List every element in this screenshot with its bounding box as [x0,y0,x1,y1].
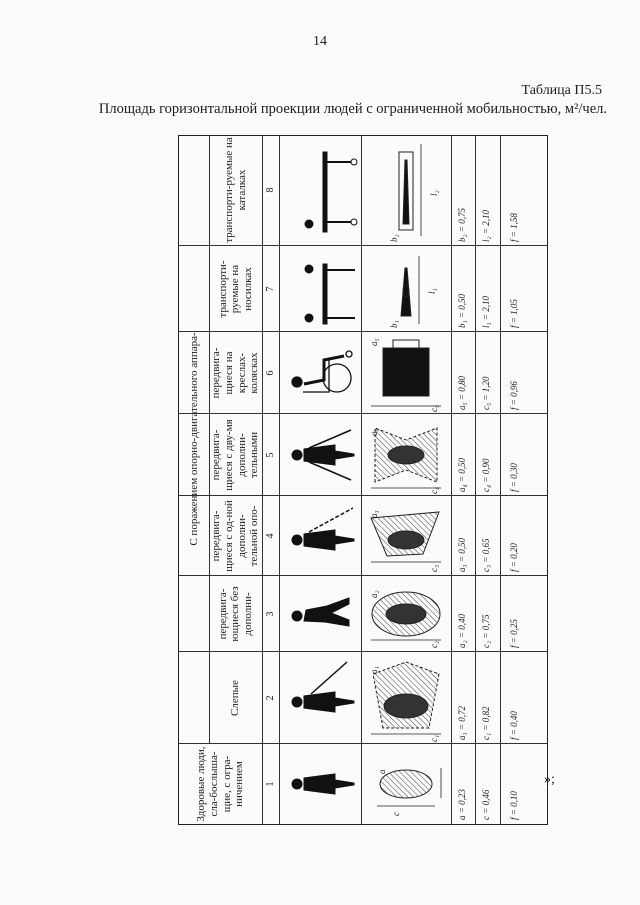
footprint-two-crutches [371,428,441,488]
column-number-5: 5 [264,452,276,458]
value-col4-a: a₃ = 0,50 [457,538,467,572]
figure-label-a3: a₃ [369,510,379,518]
value-col1-f: f = 0,10 [509,791,519,820]
value-col3-c: c₂ = 0,75 [481,614,491,648]
group-header: С поражением опорно-двигательного аппара- [187,332,200,546]
value-col2-f: f = 0,40 [509,711,519,740]
footprint-gurney [399,144,421,236]
column-number-4: 4 [264,533,276,539]
wheelchair-icon [292,351,352,392]
figure-label-a1: a₁ [369,666,379,674]
figure-label-a: a [377,769,387,774]
value-col3-a: a₂ = 0,40 [457,614,467,648]
figure-label-a5: a₅ [369,338,379,346]
value-col1-c: c = 0,46 [481,789,491,820]
figure-label-c3: c₃ [429,564,439,572]
page-number: 14 [313,34,327,49]
value-col8-l: l₂ = 2,10 [481,210,491,242]
column-header-4: передвига-щиеся с од-ной дополни-тельной опо- [210,500,261,572]
person-one-crutch-icon [292,508,354,550]
value-col6-c: c₅ = 1,20 [481,376,491,410]
figure-label-c1: c₁ [429,734,439,742]
table-title: Площадь горизонтальной проекции людей с ограниченной мобильностью, м²/чел. [98,101,607,117]
person-two-crutches-icon [292,430,354,480]
value-col6-a: a₅ = 0,80 [457,376,467,410]
gurney-icon [305,152,357,232]
footprint-diagrams [361,134,451,824]
table-label: Таблица П5.5 [521,83,602,98]
value-col8-f: f = 1,58 [509,213,519,242]
column-header-8: транспорти-руемые на каталках [222,137,248,243]
value-col5-a: a₄ = 0,50 [457,458,467,492]
value-col5-c: c₄ = 0,90 [481,458,491,492]
column-header-6: передвига-щиеся на креслах-колясках [210,347,261,399]
value-col8-b: b₂ = 0,75 [457,208,467,242]
column-number-8: 8 [264,187,276,193]
value-col2-c: c₁ = 0,82 [481,706,491,740]
healthy-person-icon [292,774,354,794]
stretcher-icon [305,264,355,324]
column-number-6: 6 [264,370,276,376]
column-number-7: 7 [264,286,276,292]
footprint-stretcher [401,256,419,324]
column-header-2: Слепые [229,680,242,716]
value-col7-b: b₁ = 0,50 [457,294,467,328]
column-number-2: 2 [264,695,276,701]
person-figures [279,134,361,824]
figure-label-l1: l₁ [427,288,437,294]
footprint-wheelchair [371,340,441,406]
column-header-3: передвига-ющиеся без дополни- [216,586,254,642]
value-col5-f: f = 0,30 [509,463,519,492]
value-col1-a: a = 0,23 [457,789,467,820]
closing-mark: »; [544,772,555,787]
figure-label-a4: a₄ [369,428,379,436]
value-col4-f: f = 0,20 [509,543,519,572]
footprint-blind [371,662,441,734]
blind-person-icon [292,662,354,712]
column-number-1: 1 [264,781,276,787]
column-number-3: 3 [264,611,276,617]
value-col7-l: l₁ = 2,10 [481,296,491,328]
figure-label-a2: a₂ [369,590,379,598]
value-col2-a: a₁ = 0,72 [457,706,467,740]
column-header-5: передвига-щиеся с дву-мя дополни-тельными [210,419,261,491]
figure-label-c4: c₄ [429,486,439,494]
footprint-walking [371,592,441,640]
value-col6-f: f = 0,96 [509,381,519,410]
figure-label-l2: l₂ [429,190,439,196]
value-col3-f: f = 0,25 [509,619,519,648]
figure-label-b2: b₂ [389,234,399,242]
figure-label-c: c [391,812,401,816]
rotated-table [178,135,548,825]
footprint-one-crutch [371,512,441,562]
figure-label-b1: b₁ [389,320,399,328]
column-header-1: Здоровые люди, сла-бослыша-щие, с огра-ничением [195,746,246,822]
figure-label-c5: c₅ [429,404,439,412]
value-col4-c: c₃ = 0,65 [481,538,491,572]
figure-label-c2: c₂ [429,640,439,648]
value-col7-f: f = 1,05 [509,299,519,328]
walking-person-icon [292,598,349,626]
column-header-7: транспорти-руемые на носилках [216,260,254,318]
